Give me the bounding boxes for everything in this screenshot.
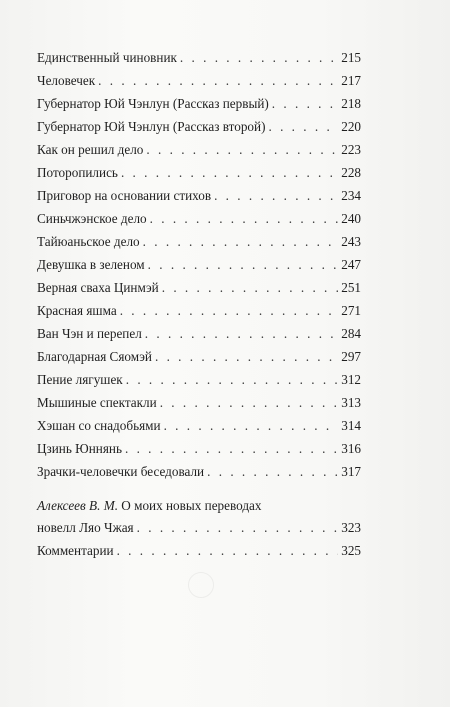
entry-title: Зрачки-человечки беседовали — [37, 464, 205, 479]
toc-entry — [37, 207, 361, 230]
dot-leader — [272, 92, 338, 115]
toc-entry-commentary — [37, 539, 361, 562]
dot-leader — [146, 138, 338, 161]
dot-leader — [160, 391, 339, 414]
entry-title: Верная сваха Цинмэй — [37, 280, 159, 295]
entry-page-number: 314 — [341, 418, 361, 433]
entry-page-number: 223 — [341, 142, 361, 157]
article-author: Алексеев В. М. — [37, 498, 118, 513]
entry-title: Благодарная Сяомэй — [37, 349, 152, 364]
dot-leader — [162, 276, 339, 299]
toc-entries — [37, 46, 361, 483]
commentary-title: Комментарии — [37, 543, 114, 558]
article-title-line2: новелл Ляо Чжая — [37, 520, 134, 535]
dot-leader — [117, 539, 339, 562]
entry-page-number: 317 — [341, 464, 361, 479]
article-title-line1: О моих новых переводах — [121, 498, 262, 513]
dot-leader — [148, 253, 339, 276]
toc-entry — [37, 69, 361, 92]
entry-page-number: 218 — [341, 96, 361, 111]
dot-leader — [145, 322, 338, 345]
entry-title: Губернатор Юй Чэнлун (Рассказ второй) — [37, 119, 266, 134]
entry-title: Губернатор Юй Чэнлун (Рассказ первый) — [37, 96, 269, 111]
toc-entry — [37, 161, 361, 184]
toc-entry — [37, 138, 361, 161]
toc-entry — [37, 253, 361, 276]
dot-leader — [126, 368, 339, 391]
entry-page-number: 284 — [341, 326, 361, 341]
dot-leader — [180, 46, 338, 69]
toc-entry — [37, 345, 361, 368]
toc-entry — [37, 230, 361, 253]
dot-leader — [98, 69, 338, 92]
dot-leader — [120, 299, 339, 322]
toc-entry — [37, 322, 361, 345]
dot-leader — [214, 184, 338, 207]
toc-entry — [37, 414, 361, 437]
toc-entry — [37, 46, 361, 69]
entry-title: Красная яшма — [37, 303, 117, 318]
entry-page-number: 297 — [341, 349, 361, 364]
entry-title: Хэшан со снадобьями — [37, 418, 161, 433]
entry-page-number: 217 — [341, 73, 361, 88]
toc-entry-article — [37, 495, 361, 539]
entry-title: Пение лягушек — [37, 372, 123, 387]
entry-page-number: 240 — [341, 211, 361, 226]
entry-page-number: 313 — [341, 395, 361, 410]
toc-entry — [37, 276, 361, 299]
faint-stamp-mark — [188, 572, 214, 598]
toc-entry — [37, 115, 361, 138]
entry-title: Ван Чэн и перепел — [37, 326, 142, 341]
commentary-page-number: 325 — [341, 543, 361, 558]
dot-leader — [164, 414, 339, 437]
dot-leader — [207, 460, 338, 483]
entry-title: Человечек — [37, 73, 96, 88]
dot-leader — [150, 207, 339, 230]
dot-leader — [125, 437, 338, 460]
toc-entry — [37, 391, 361, 414]
toc-entry — [37, 368, 361, 391]
entry-title: Как он решил дело — [37, 142, 144, 157]
entry-title: Поторопились — [37, 165, 118, 180]
dot-leader — [121, 161, 338, 184]
entry-title: Девушка в зеленом — [37, 257, 145, 272]
entry-title: Мышиные спектакли — [37, 395, 157, 410]
entry-page-number: 312 — [341, 372, 361, 387]
dot-leader — [143, 230, 339, 253]
entry-title: Синьчжэнское дело — [37, 211, 147, 226]
dot-leader — [155, 345, 338, 368]
entry-page-number: 228 — [341, 165, 361, 180]
toc-entry — [37, 460, 361, 483]
dot-leader — [137, 516, 339, 539]
toc-entry — [37, 437, 361, 460]
toc-entry — [37, 92, 361, 115]
entry-page-number: 251 — [341, 280, 361, 295]
entry-page-number: 234 — [341, 188, 361, 203]
entry-page-number: 316 — [341, 441, 361, 456]
toc-entry — [37, 299, 361, 322]
entry-title: Цзинь Юннянь — [37, 441, 122, 456]
entry-page-number: 247 — [341, 257, 361, 272]
entry-page-number: 220 — [341, 119, 361, 134]
table-of-contents — [37, 46, 361, 562]
entry-title: Тайюаньское дело — [37, 234, 140, 249]
article-page-number: 323 — [341, 520, 361, 535]
entry-title: Единственный чиновник — [37, 50, 177, 65]
dot-leader — [268, 115, 338, 138]
toc-entry — [37, 184, 361, 207]
entry-title: Приговор на основании стихов — [37, 188, 212, 203]
entry-page-number: 215 — [341, 50, 361, 65]
entry-page-number: 243 — [341, 234, 361, 249]
entry-page-number: 271 — [341, 303, 361, 318]
